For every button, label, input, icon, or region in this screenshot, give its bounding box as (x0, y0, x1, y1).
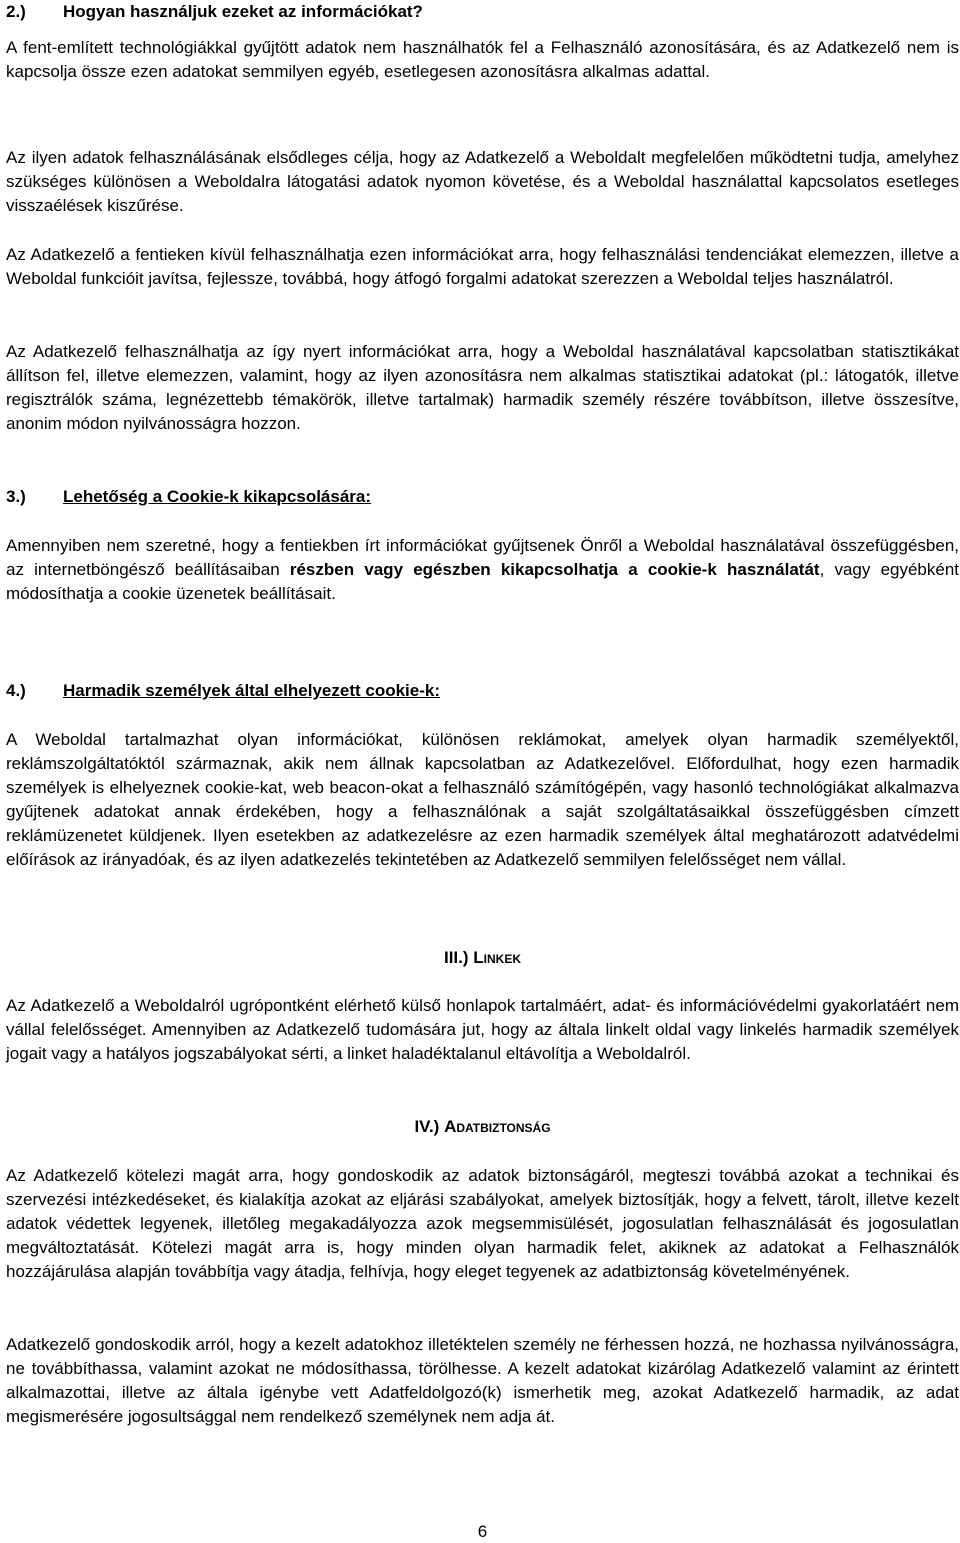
section-2-paragraph-4: Az Adatkezelő felhasználhatja az így nyert információkat arra, hogy a Weboldal használatával kapcsolatban statisztikákat állítson fel, illetve elemezzen, valamint, hogy az ilyen azonosításra nem alkalmas statisztikai adatokat (pl.: látogatók, illetve regisztrálók száma, legnézettebb témakörök, illetve tartalmak) harmadik személy részére továbbítson, illetve összesítve, anonim módon nyilvánosságra hozzon. (6, 342, 959, 433)
page-number: 6 (477, 1522, 488, 1541)
section-2-heading (6, 0, 959, 24)
section-iv-title: Adatbiztonság (444, 1117, 551, 1136)
section-iv-paragraph-2: Adatkezelő gondoskodik arról, hogy a kezelt adatokhoz illetéktelen személy ne férhessen hozzá, ne hozhassa nyilvánosságra, ne továbbíthassa, valamint azokat ne módosíthassa, törölhesse. A kezelt adatokat kizárólag Adatkezelő valamint az érintett alkalmazottai, illetve az általa igénybe vett Adatfeldolgozó(k) ismerhetik meg, azokat Adatkezelő harmadik, az adat megismerésére jogosultsággal nem rendelkező személynek nem adja át. (6, 1335, 959, 1426)
section-iv-paragraph-1: Az Adatkezelő kötelezi magát arra, hogy gondoskodik az adatok biztonságáról, megteszi továbbá azokat a technikai és szervezési intézkedéseket, és kialakítja azokat az eljárási szabályokat, amelyek biztosítják, hogy a felvett, tárolt, illetve kezelt adatok védettek legyenek, illetőleg megakadályozza azok megsemmisülését, jogosulatlan felhasználását és jogosulatlan megváltoztatását. Kötelezi magát arra is, hogy minden olyan harmadik felet, akiknek az adatokat a Felhasználók hozzájárulása alapján továbbítja vagy átadja, felhívja, hogy eleget tegyenek az adatbiztonság követelményének. (6, 1166, 959, 1281)
section-3-paragraph-1 (6, 534, 959, 606)
section-4-number: 4.) (6, 681, 26, 700)
section-2-title: Hogyan használjuk ezeket az információkat? (63, 2, 423, 21)
section-3-heading (6, 485, 959, 509)
section-3-text-a: Amennyiben nem szeretné, hogy a fentiekben írt információkat gyűjtsenek Önről a Weboldal használatával összefüggésben, az internetböngésző beállításaiban (6, 536, 959, 579)
section-iv-heading (6, 1115, 959, 1139)
section-2-paragraph-3: Az Adatkezelő a fentieken kívül felhasználhatja ezen információkat arra, hogy felhasználási tendenciákat elemezzen, illetve a Weboldal funkcióit javítsa, fejlessze, továbbá, hogy átfogó forgalmi adatokat szerezzen a Weboldal teljes használatról. (6, 245, 959, 288)
section-3-text-b: , vagy egyébként módosíthatja a cookie üzenetek beállításait. (6, 559, 960, 603)
section-2-paragraph-1: A fent-említett technológiákkal gyűjtött adatok nem használhatók fel a Felhasználó azonosítására, és az Adatkezelő nem is kapcsolja össze ezen adatokat semmilyen egyéb, esetlegesen azonosításra alkalmas adattal. (6, 38, 959, 81)
section-iii-title: Linkek (473, 948, 522, 967)
section-2-paragraph-2: Az ilyen adatok felhasználásának elsődleges célja, hogy az Adatkezelő a Weboldalt megfelelően működtetni tudja, amelyhez szükséges különösen a Weboldalra látogatási adatok nyomon követése, és a Weboldal használattal kapcsolatos esetleges visszaélések kiszűrése. (6, 148, 959, 215)
section-2-number: 2.) (6, 2, 26, 21)
section-4-paragraph-1: A Weboldal tartalmazhat olyan információkat, különösen reklámokat, amelyek olyan harmadik személyektől, reklámszolgáltatóktól származnak, akik nem állnak kapcsolatban az Adatkezelővel. Előfordulhat, hogy ezen harmadik személyek is elhelyeznek cookie-kat, web beacon-okat a felhasználó számítógépén, vagy hasonló technológiákat alkalmazva gyűjtenek adatokat annak érdekében, hogy a felhasználónak a saját szolgáltatásaikkal összefüggésben címzett reklámüzenetet küldjenek. Ilyen esetekben az adatkezelésre az ezen harmadik személyek által meghatározott adatvédelmi előírások az irányadóak, és az ilyen adatkezelés tekintetében az Adatkezelő semmilyen felelősséget nem vállal. (6, 730, 959, 869)
section-4-heading (6, 679, 959, 703)
section-iii-paragraph-1: Az Adatkezelő a Weboldalról ugrópontként elérhető külső honlapok tartalmáért, adat- és információvédelmi gyakorlatáért nem vállal felelősséget. Amennyiben az Adatkezelő tudomására jut, hogy az általa linkelt oldal vagy linkelés harmadik személyek jogait vagy a hatályos jogszabályokat sérti, a linket haladéktalanul eltávolítja a Weboldalról. (6, 996, 959, 1063)
section-iv-number: IV.) (414, 1117, 440, 1136)
section-3-number: 3.) (6, 487, 26, 506)
section-iii-number: III.) (443, 948, 469, 967)
section-3-title: Lehetőség a Cookie-k kikapcsolására: (63, 487, 372, 506)
section-iii-heading (6, 946, 959, 970)
section-4-title: Harmadik személyek által elhelyezett cookie-k: (63, 681, 441, 700)
section-3-text-bold: részben vagy egészben kikapcsolhatja a cookie-k használatát (289, 559, 820, 579)
